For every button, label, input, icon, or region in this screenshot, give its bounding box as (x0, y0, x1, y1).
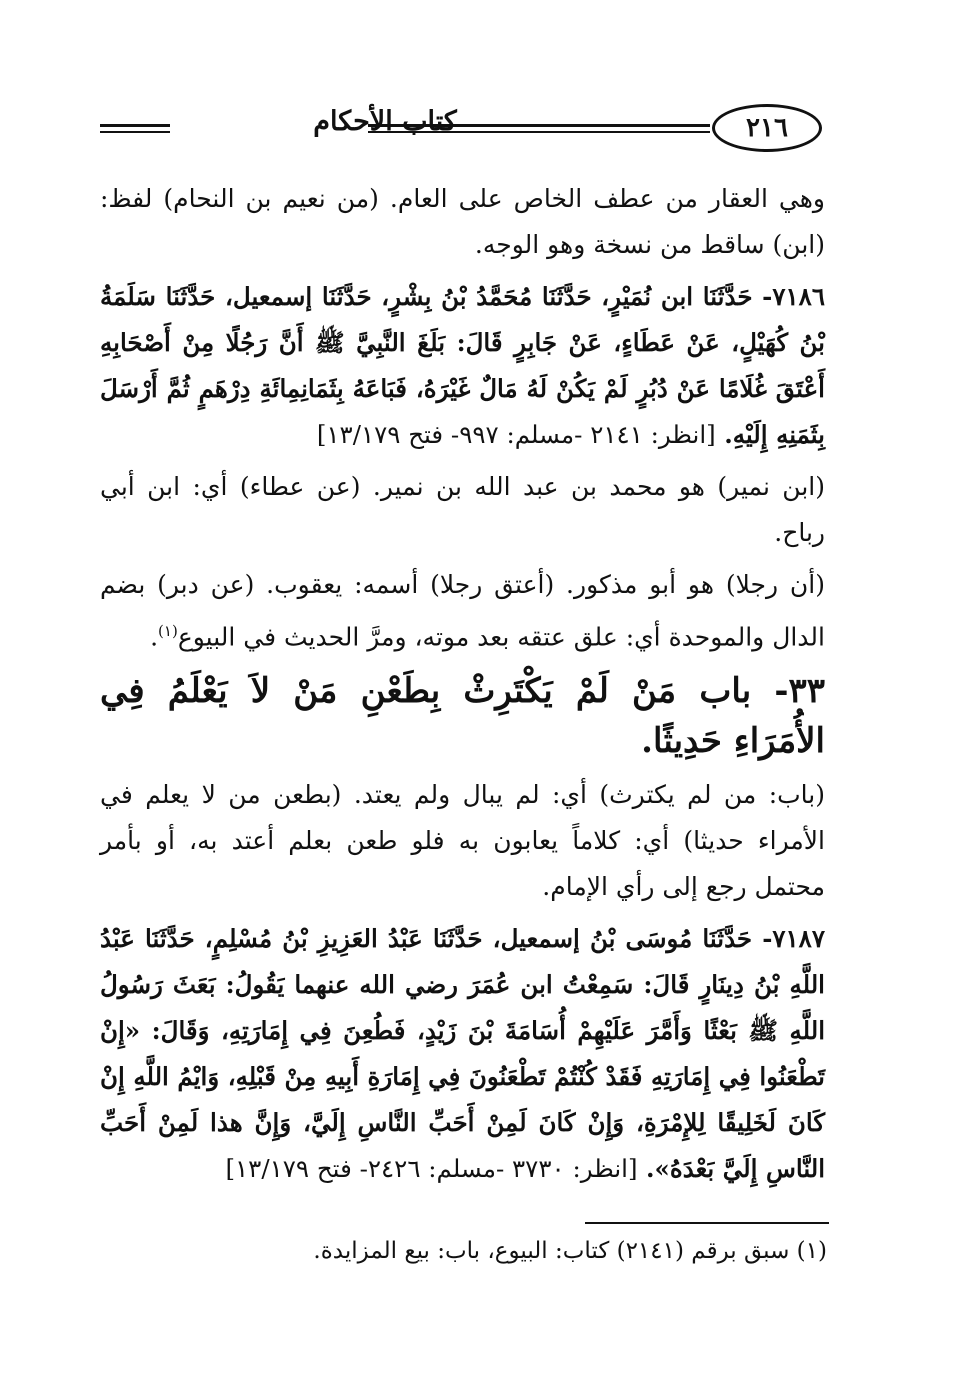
footnote-separator (585, 1222, 829, 1224)
hadith-text: ٧١٨٧- حَدَّثَنَا مُوسَى بْنُ إسمعيل، حَدَّثَنَا عَبْدُ العَزِيزِ بْنُ مُسْلِمٍ، حَدَّثَنَا عَبْدُ اللَّهِ بْنُ دِينَارٍ قَالَ: سَمِعْتُ ابن عُمَرَ رضي الله عنهما يَقُولُ: بَعَثَ رَسُولُ اللَّهِ ﷺ بَعْثًا وَأَمَّرَ عَلَيْهِمْ أُسَامَةَ بْنَ زَيْدٍ، فَطُعِنَ فِي إِمَارَتِهِ، وَقَالَ: «إِنْ تَطْعَنُوا فِي إِمَارَتِهِ فَقَدْ كُنْتُمْ تَطْعَنُونَ فِي إِمَارَةِ أَبِيهِ مِنْ قَبْلِهِ، وَايْمُ اللَّهِ إِنْ كَانَ لَخَلِيقًا لِلإِمْرَةِ، وَإِنْ كَانَ لَمِنْ أَحَبِّ النَّاسِ إِلَيَّ، وَإِنَّ هذا لَمِنْ أَحَبِّ النَّاسِ إِلَيَّ بَعْدَهُ». (100, 924, 825, 1184)
header-rule-middle (368, 124, 710, 127)
hadith-text: ٧١٨٦- حَدَّثَنَا ابن نُمَيْرٍ، حَدَّثَنَا مُحَمَّدُ بْنُ بِشْرٍ، حَدَّثَنَا إسمعيل، حَدَّثَنَا سَلَمَةُ بْنُ كُهَيْلٍ، عَنْ عَطَاءٍ، عَنْ جَابِرٍ قَالَ: بَلَغَ النَّبِيَّ ﷺ أَنَّ رَجُلًا مِنْ أَصْحَابِهِ أَعْتَقَ غُلَامًا عَنْ دُبُرٍ لَمْ يَكُنْ لَهُ مَالٌ غَيْرَهُ، فَبَاعَهُ بِثَمَانِمِائَةِ دِرْهَمٍ ثُمَّ أَرْسَلَ بِثَمَنِهِ إِلَيْهِ. (100, 282, 825, 449)
commentary-paragraph: وهي العقار من عطف الخاص على العام. (من نعيم بن النحام) لفظ: (ابن) ساقط من نسخة وهو الوجه. (100, 184, 825, 259)
footnote-marker: (١) (158, 622, 178, 640)
commentary-text: (أن رجلا) هو أبو مذكور. (أعتق رجلا) أسمه: يعقوب. (عن دبر) بضم الدال والموحدة أي: علق عتقه بعد موته، ومرَّ الحديث في البيوع (100, 570, 825, 652)
header-rule-left (100, 124, 170, 127)
chapter-heading: ٣٣- باب مَنْ لَمْ يَكْتَرِثْ بِطَعْنِ مَنْ لاَ يَعْلَمُ فِي الأُمَرَاءِ حَدِيثًا. (100, 671, 825, 762)
hadith-7186 (100, 274, 825, 458)
header-title: كتاب الأحكام (313, 106, 457, 137)
page-body (100, 176, 825, 1192)
commentary-paragraph: (ابن نمير) هو محمد بن عبد الله بن نمير. (عن عطاء) أي: ابن أبي رباح. (100, 472, 825, 547)
footnote: (١) سبق برقم (٢١٤١) كتاب: البيوع، باب: بيع المزايدة. (313, 1238, 827, 1264)
page-number: ٢١٦ (712, 104, 822, 152)
commentary-paragraph (100, 562, 825, 660)
hadith-7187 (100, 916, 825, 1192)
hadith-reference: [انظر: ٣٧٣٠ -مسلم: ٢٤٢٦- فتح ١٣/١٧٩] (225, 1154, 638, 1184)
commentary-paragraph: (باب: من لم يكترث) أي: لم يبال ولم يعتد. (بطعن من لا يعلم في الأمراء حديثا) أي: كلاماً يعابون به فلو طعن بعلم أعتد به، أو بأمر محتمل رجع إلى رأي الإمام. (100, 780, 825, 902)
sentence-end: . (150, 622, 159, 652)
hadith-reference: [انظر: ٢١٤١ -مسلم: ٩٩٧- فتح ١٣/١٧٩] (316, 420, 716, 449)
running-header (100, 104, 825, 156)
